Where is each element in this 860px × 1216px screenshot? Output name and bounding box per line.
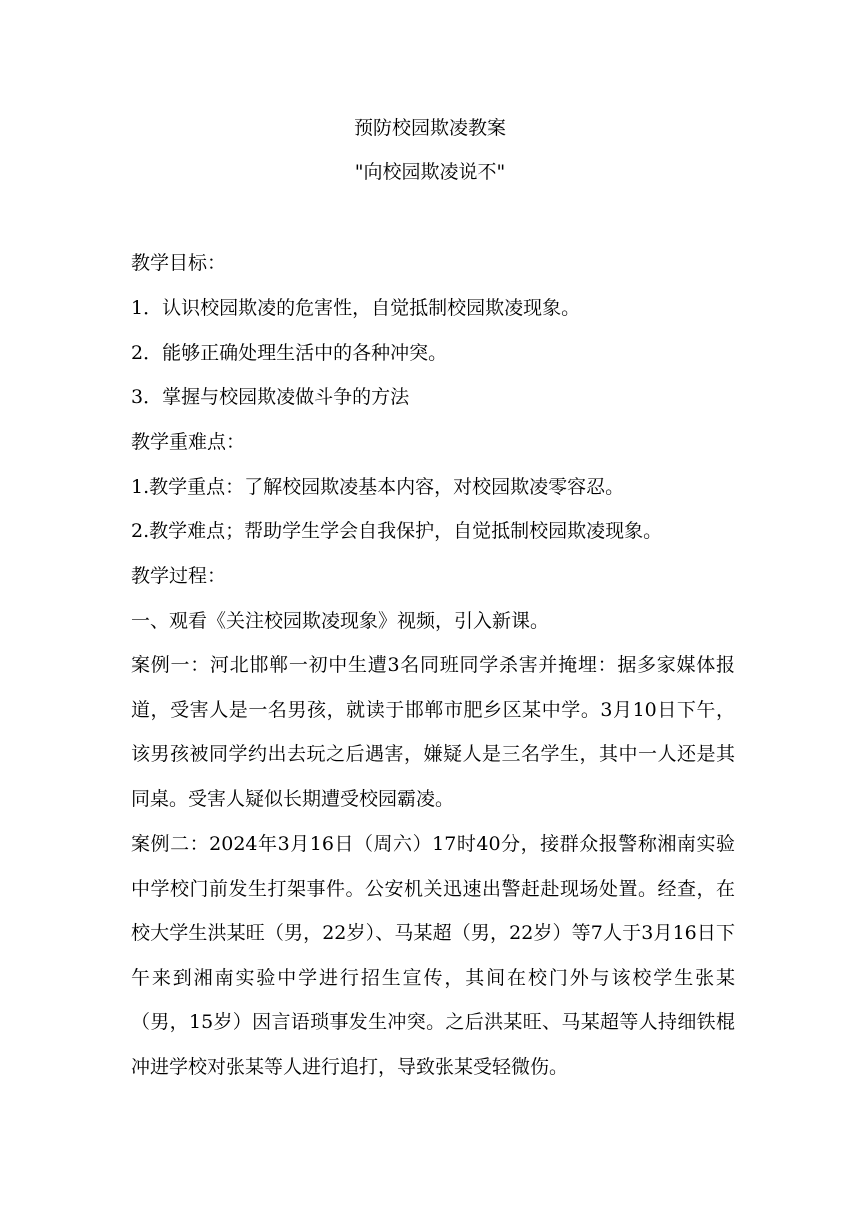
objective-item-1: 1．认识校园欺凌的危害性，自觉抵制校园欺凌现象。 [131,297,581,319]
case-1-paragraph: 案例一：河北邯郸一初中生遭3名同班同学杀害并掩埋：据多家媒体报道，受害人是一名男孩，就读于邯郸市肥乡区某中学。3月10日下午，该男孩被同学约出去玩之后遇害，嫌疑人是三名学生，其中一人还是其同桌。受害人疑似长期遭受校园霸凌。 [131,654,735,810]
keypoints-heading: 教学重难点： [131,431,246,453]
keypoint-item-1: 1.教学重点：了解校园欺凌基本内容，对校园欺凌零容忍。 [131,476,625,498]
document-title: 预防校园欺凌教案 [353,117,506,139]
case-2-paragraph: 案例二：2024年3月16日（周六）17时40分，接群众报警称湘南实验中学校门前发生打架事件。公安机关迅速出警赶赴现场处置。经查，在校大学生洪某旺（男，22岁）、马某超（男，22岁）等7人于3月16日下午来到湘南实验中学进行招生宣传，其间在校门外与该校学生张某（男，15岁）因言语琐事发生冲突。之后洪某旺、马某超等人持细铁棍冲进学校对张某等人进行追打，导致张某受轻微伤。 [131,833,735,1078]
process-heading: 教学过程： [131,565,227,587]
objective-item-3: 3．掌握与校园欺凌做斗争的方法 [131,386,410,408]
objective-item-2: 2．能够正确处理生活中的各种冲突。 [131,342,448,364]
objectives-heading: 教学目标： [131,252,227,274]
keypoint-item-2: 2.教学难点；帮助学生学会自我保护，自觉抵制校园欺凌现象。 [131,520,663,542]
process-step-1: 一、观看《关注校园欺凌现象》视频，引入新课。 [131,610,550,632]
document-subtitle: "向校园欺凌说不" [354,161,506,183]
